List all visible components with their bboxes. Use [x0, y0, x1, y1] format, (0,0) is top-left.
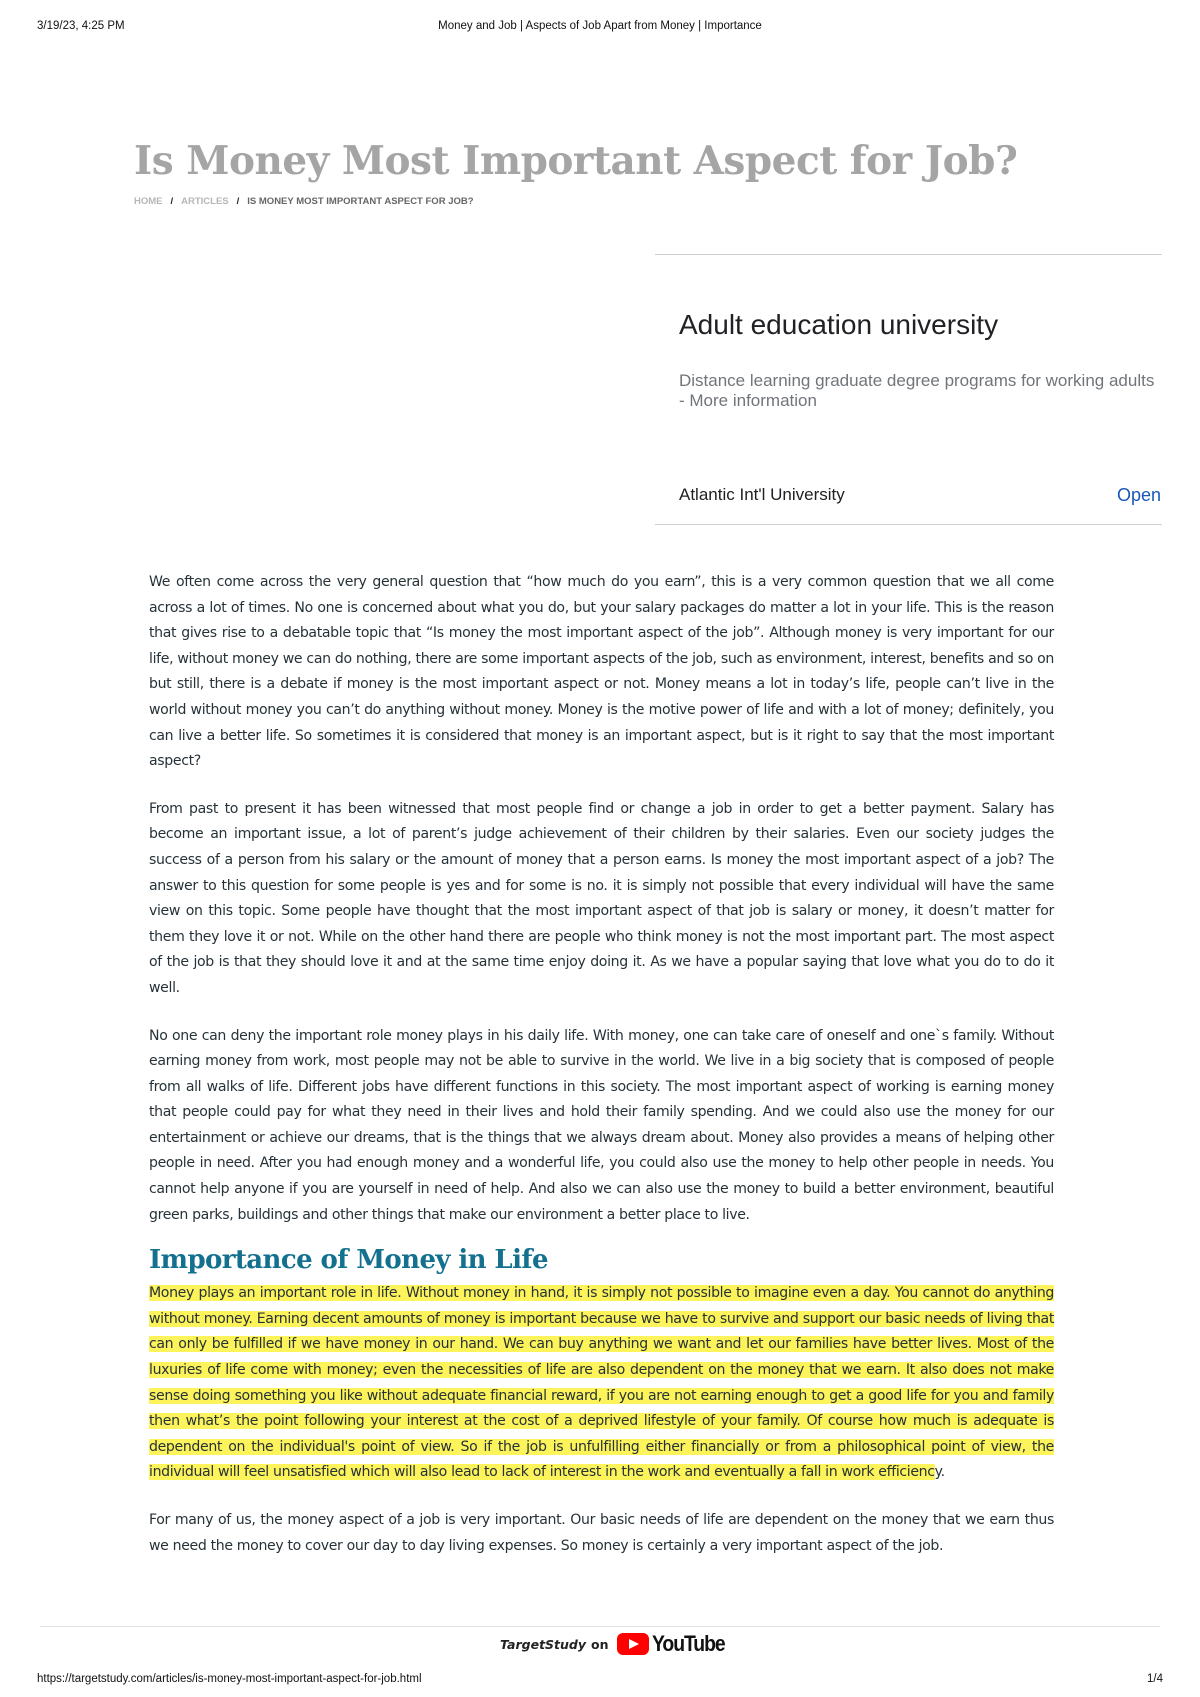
article-body	[149, 570, 1054, 1559]
article-paragraph: We often come across the very general question that “how much do you earn”, this is a very common question that we all come across a lot of times. No one is concerned about what you do, but your salary packages do matter a lot in your life. This is the reason that gives rise to a debatable topic that “Is money the most important aspect of the job”. Although money is very important for our life, without money we can do nothing, there are some important aspects of the job, such as environment, interest, benefits and so on but still, there is a debate if money is the most important aspect or not. Money means a lot in today’s life, people can’t live in the world without money you can’t do anything without money. Money is the motive power of life and with a lot of money; definitely, you can live a better life. So sometimes it is considered that money is an important aspect, but is it right to say that the most important aspect?	[149, 574, 1054, 770]
ad-description	[679, 371, 1162, 411]
ad-description-line1: Distance learning graduate degree programs for working adults	[679, 371, 1155, 390]
ad-advertiser: Atlantic Int'l University	[679, 485, 845, 504]
breadcrumb-home-link[interactable]: HOME	[134, 196, 163, 207]
article-paragraph: No one can deny the important role money plays in his daily life. With money, one can take care of oneself and one`s family. Without earning money from work, most people may not be able to survive in the world. We live in a big society that is composed of people from all walks of life. Different jobs have different functions in this society. The most important aspect of working is earning money that people could pay for what they need in their lives and hold their family spending. And we could also use the money for our entertainment or achieve our dreams, that is the things that we always dream about. Money also provides a means of helping other people in need. After you had enough money and a wonderful life, you could also use the money to help other people in needs. You cannot help anyone if you are yourself in need of help. And also we can also use the money to build a better environment, beautiful green parks, buildings and other things that make our environment a better place to live.	[149, 1027, 1054, 1223]
youtube-wordmark: YouTube	[651, 1631, 725, 1656]
youtube-play-icon	[617, 1633, 649, 1655]
print-header	[37, 20, 1163, 36]
article-paragraph: For many of us, the money aspect of a job is very important. Our basic needs of life are dependent on the money that we earn thus we need the money to cover our day to day living expenses. So money is certainly a very important aspect of the job.	[149, 1512, 1054, 1554]
breadcrumb-articles-link[interactable]: ARTICLES	[181, 196, 229, 207]
page-title: Is Money Most Important Aspect for Job?	[134, 138, 1018, 184]
article-paragraph-highlighted	[149, 1281, 1054, 1486]
footer-divider	[40, 1626, 1160, 1627]
text-highlight: Money plays an important role in life. Without money in hand, it is simply not possible to imagine even a day. You cannot do anything without money. Earning decent amounts of money is important because we have to survive and support our basic needs of living that can only be fulfilled if we have money in our hand. We can buy anything we want and let our families have better lives. Most of the luxuries of life come with money; even the necessities of life are also dependent on the money that we earn. It also does not make sense doing something you like without adequate financial reward, if you are not earning enough to get a good life for you and family then what’s the point following your interest at the cost of a deprived lifestyle of your family. Of course how much is adequate is dependent on the individual's point of view. So if the job is unfulfilling either financially or from a philosophical point of view, the individual will feel unsatisfied which will also lead to lack of interest in the work and eventually a fall in work efficienc	[149, 1285, 1054, 1481]
breadcrumb-separator: /	[170, 196, 174, 207]
print-page-number: 1/4	[1147, 1673, 1163, 1685]
print-footer	[37, 1673, 1163, 1689]
youtube-logo[interactable]	[617, 1631, 734, 1657]
print-datetime: 3/19/23, 4:25 PM	[37, 20, 125, 32]
breadcrumb-separator: /	[236, 196, 240, 207]
article-paragraph: From past to present it has been witnessed that most people find or change a job in order to get a better payment. Salary has become an important issue, a lot of parent’s judge achievement of their children by their salaries. Even our society judges the success of a person from his salary or the amount of money that a person earns. Is money the most important aspect of a job? The answer to this question for some people is yes and for some is no. it is simply not possible that every individual will have the same view on this topic. Some people have thought that the most important aspect of that job is salary or money, it doesn’t matter for them they love it or not. While on the other hand there are people who think money is not the most important part. The most aspect of the job is that they should love it and at the same time enjoy doing it. As we have a popular saying that love what you do to do it well.	[149, 800, 1054, 996]
ad-description-line2: - More information	[679, 391, 817, 410]
section-heading: Importance of Money in Life	[149, 1245, 548, 1276]
ad-box[interactable]	[655, 254, 1162, 525]
print-url: https://targetstudy.com/articles/is-money-most-important-aspect-for-job.html	[37, 1673, 422, 1685]
ad-title[interactable]: Adult education university	[679, 309, 999, 340]
print-page-title: Money and Job | Aspects of Job Apart from Money | Importance	[438, 20, 762, 32]
breadcrumb	[134, 196, 474, 207]
paragraph-tail: y.	[934, 1464, 945, 1481]
ad-open-button[interactable]: Open	[1116, 485, 1161, 505]
breadcrumb-current: IS MONEY MOST IMPORTANT ASPECT FOR JOB?	[247, 196, 474, 207]
promo-on-text: on	[591, 1636, 609, 1652]
promo-brand: TargetStudy	[500, 1636, 587, 1652]
youtube-promo-banner[interactable]	[500, 1629, 734, 1659]
